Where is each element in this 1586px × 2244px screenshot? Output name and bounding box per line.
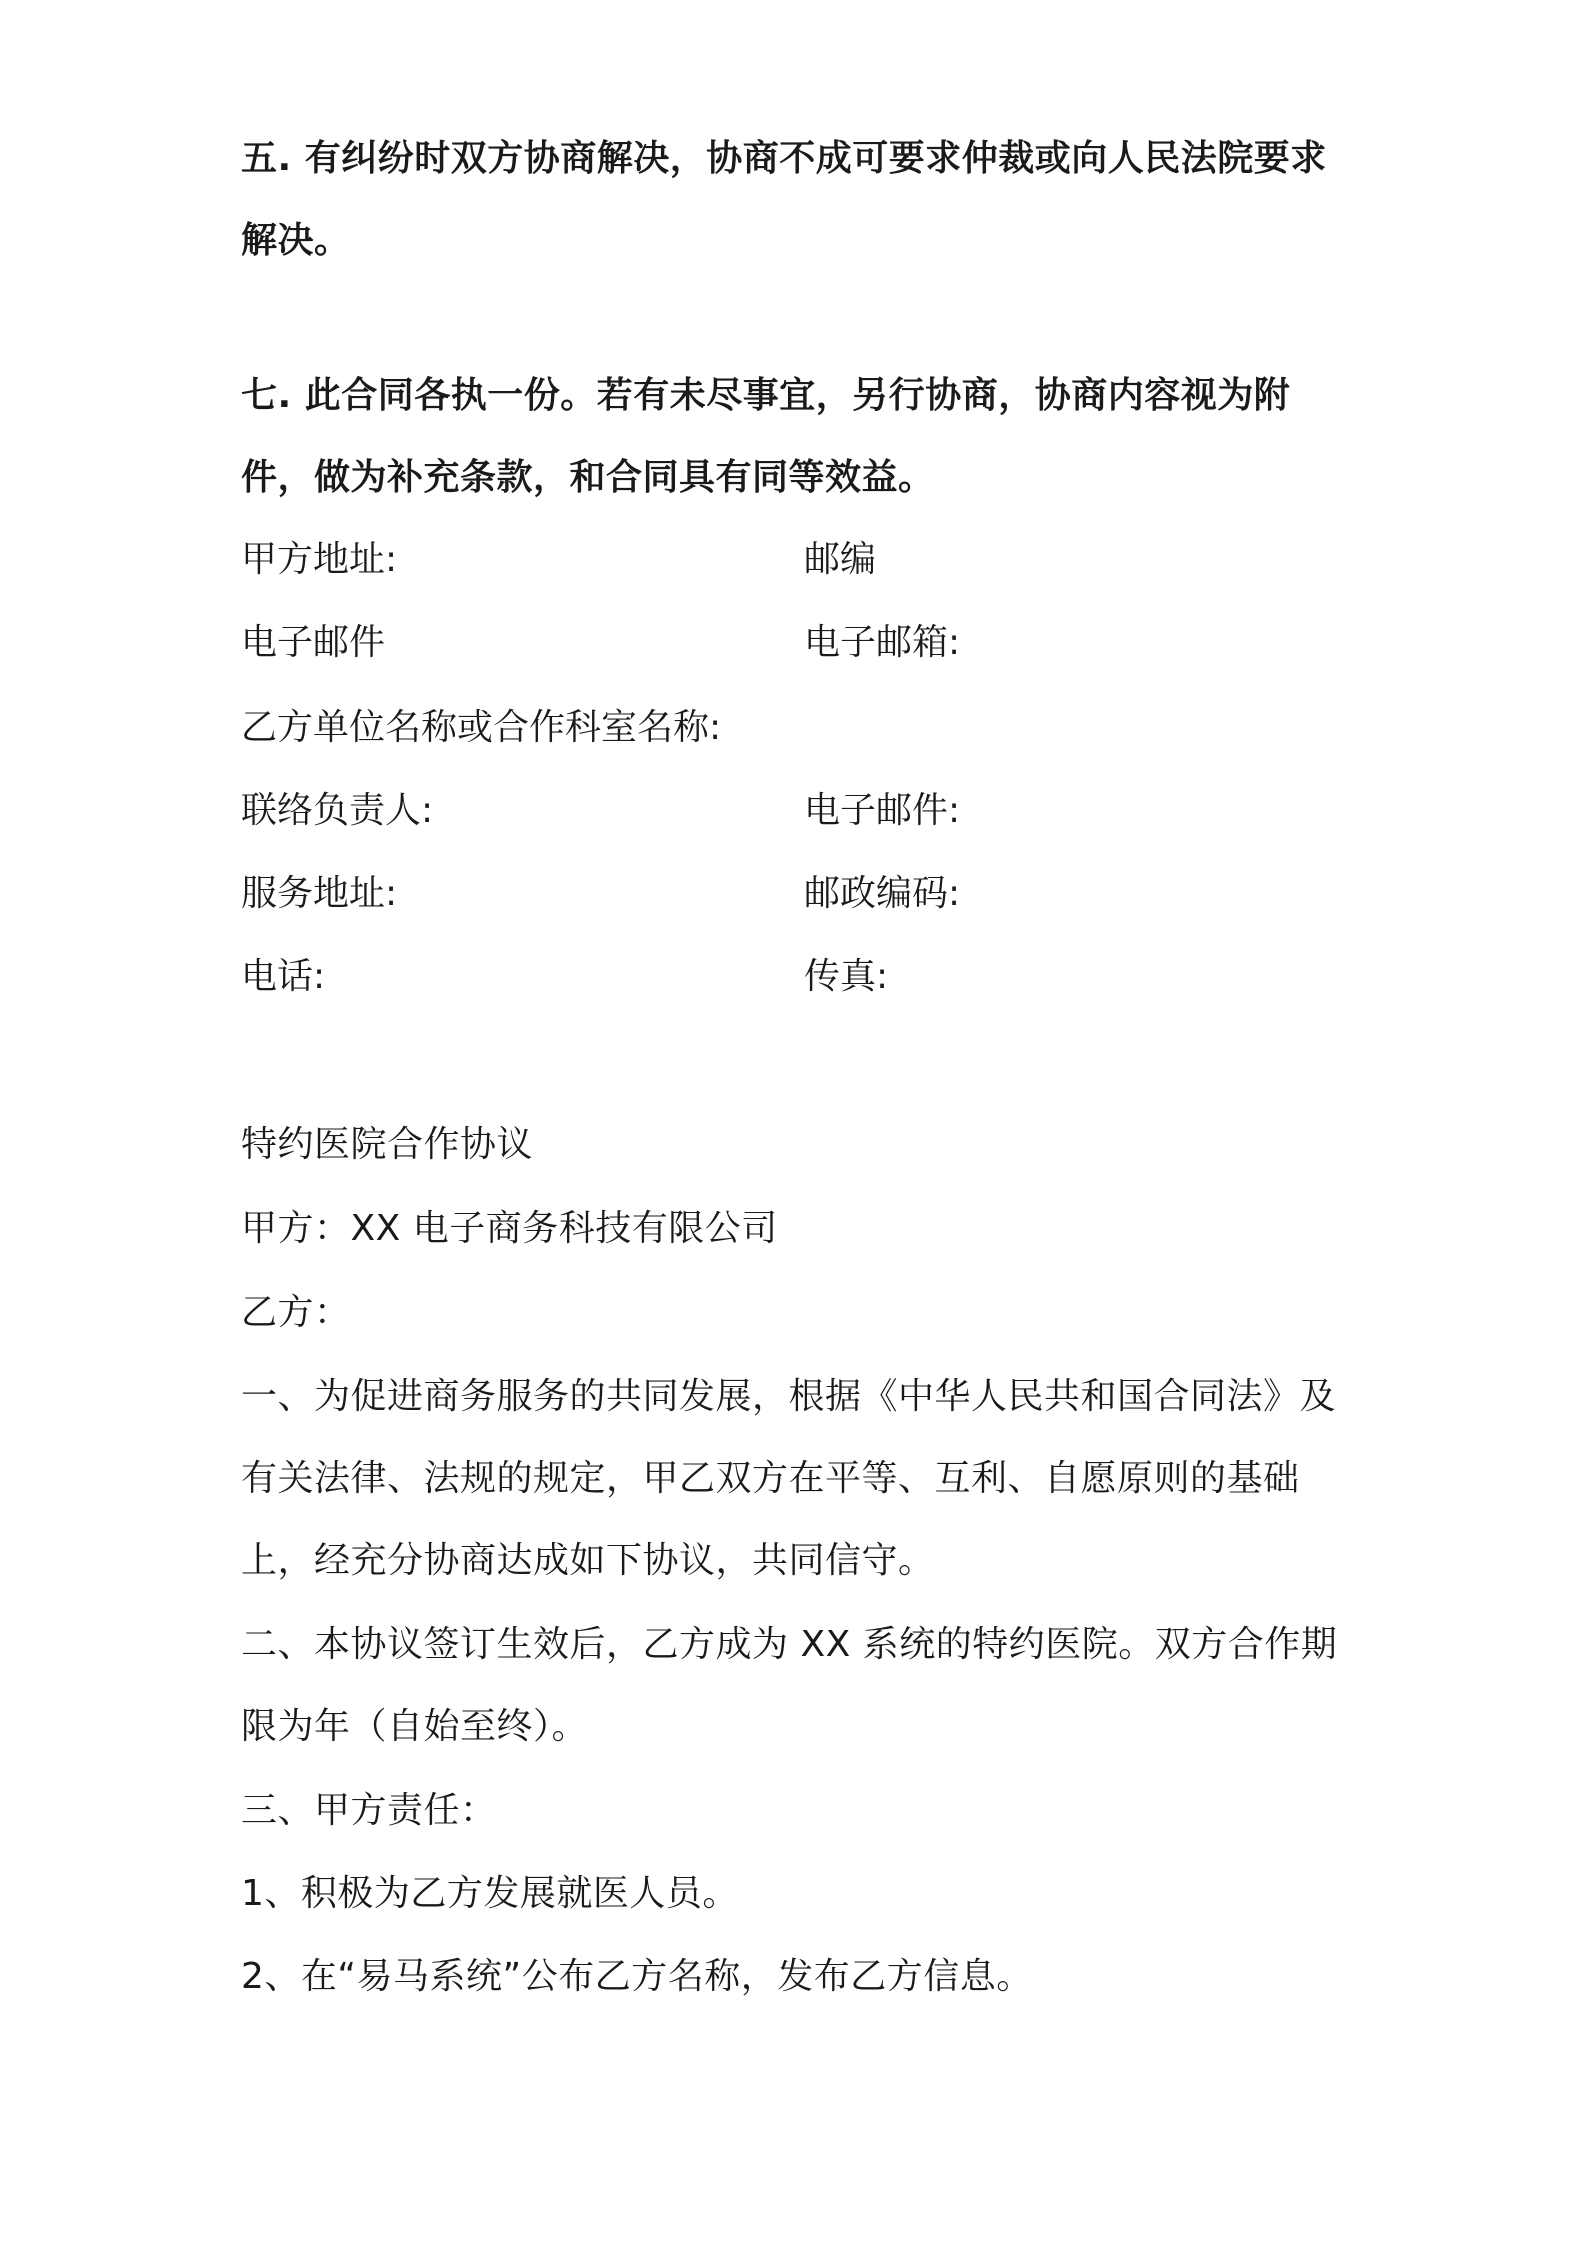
email-label: 电子邮件 [241,622,386,663]
party-a-address-label: 甲方地址: [241,539,398,580]
fax-label: 传真: [804,956,889,997]
field-row-party-b-unit [241,687,1361,769]
document-page [241,0,1361,2244]
field-row-address [241,519,1361,601]
service-address-label: 服务地址: [241,873,398,914]
clause-5: 五. 有纠纷时双方协商解决，协商不成可要求仲裁或向人民法院要求解决。 [241,138,1327,261]
field-row-email [241,602,1361,684]
postal-code-label: 邮政编码: [804,873,961,914]
agreement-title: 特约医院合作协议 [241,1124,534,1165]
clause-1: 一、为促进商务服务的共同发展，根据《中华人民共和国合同法》及有关法律、法规的规定，甲乙双方在平等、互利、自愿原则的基础上，经充分协商达成如下协议，共同信守。 [241,1376,1337,1581]
responsibility-item-1: 1、积极为乙方发展就医人员。 [241,1873,739,1914]
field-row-contact [241,770,1361,852]
party-b-line: 乙方： [241,1292,351,1333]
clause-2: 二、本协议签订生效后，乙方成为 XX 系统的特约医院。双方合作期限为年（自始至终）。 [241,1624,1338,1747]
contact-person-label: 联络负责人: [241,790,434,831]
party-a-line: 甲方：XX 电子商务科技有限公司 [241,1208,778,1249]
responsibility-item-2: 2、在“易马系统”公布乙方名称，发布乙方信息。 [241,1956,1033,1997]
field-row-service [241,853,1361,935]
party-b-unit-label: 乙方单位名称或合作科室名称: [241,707,722,748]
clause-7: 七. 此合同各执一份。若有未尽事宜，另行协商，协商内容视为附件，做为补充条款，和合同具有同等效益。 [241,375,1291,498]
clause-3: 三、甲方责任： [241,1790,497,1831]
postcode-label: 邮编 [804,539,877,580]
field-row-phone [241,936,1361,1018]
email-box-label: 电子邮箱: [804,622,961,663]
email-b-label: 电子邮件: [804,790,961,831]
phone-label: 电话: [241,956,326,997]
